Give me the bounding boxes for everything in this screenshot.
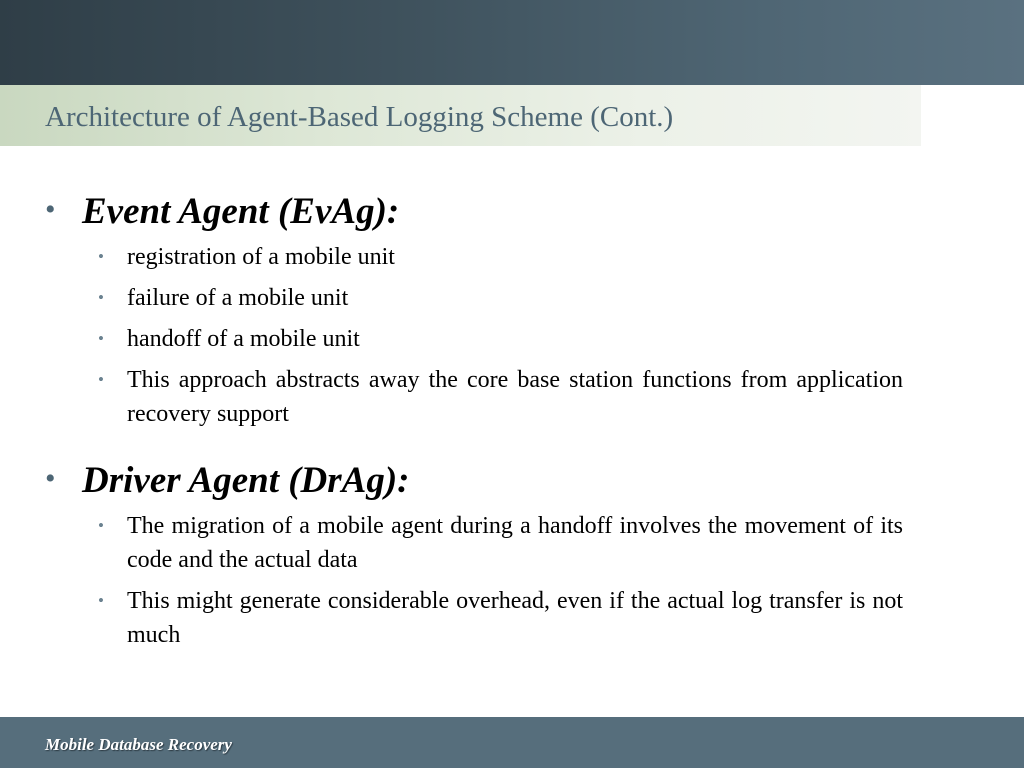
sub-bullet-text: This approach abstracts away the core base station functions from application recovery support (127, 367, 903, 427)
sub-bullet-item (45, 509, 903, 577)
slide-content (45, 190, 903, 659)
sub-bullet-item (45, 363, 903, 431)
footer-text: Mobile Database Recovery (45, 735, 232, 754)
bullet-dot-icon: • (45, 462, 56, 495)
sub-bullet-text: handoff of a mobile unit (127, 326, 360, 352)
sub-bullet-item (45, 281, 903, 315)
bullet-dot-icon: • (98, 247, 104, 266)
bullet-dot-icon: • (98, 591, 104, 610)
section-driver-agent (45, 459, 903, 652)
sub-bullet-item (45, 322, 903, 356)
header-band (0, 0, 1024, 85)
slide-title: Architecture of Agent-Based Logging Scheme (Cont.) (45, 101, 674, 133)
heading-text: Driver Agent (DrAg): (82, 460, 410, 501)
sub-bullet-text: This might generate considerable overhead, even if the actual log transfer is not much (127, 588, 903, 648)
sub-bullet-list (45, 509, 903, 652)
sub-bullet-text: registration of a mobile unit (127, 244, 395, 270)
section-event-agent (45, 190, 903, 431)
heading-text: Event Agent (EvAg): (82, 191, 400, 232)
bullet-heading (45, 459, 903, 503)
sub-bullet-text: failure of a mobile unit (127, 285, 349, 311)
sub-bullet-list (45, 240, 903, 431)
bullet-dot-icon: • (98, 329, 104, 348)
bullet-dot-icon: • (98, 370, 104, 389)
sub-bullet-text: The migration of a mobile agent during a handoff involves the movement of its code and the actual data (127, 513, 903, 573)
bullet-dot-icon: • (98, 516, 104, 535)
bullet-heading (45, 190, 903, 234)
bullet-dot-icon: • (45, 193, 56, 226)
bullet-dot-icon: • (98, 288, 104, 307)
sub-bullet-item (45, 240, 903, 274)
sub-bullet-item (45, 584, 903, 652)
